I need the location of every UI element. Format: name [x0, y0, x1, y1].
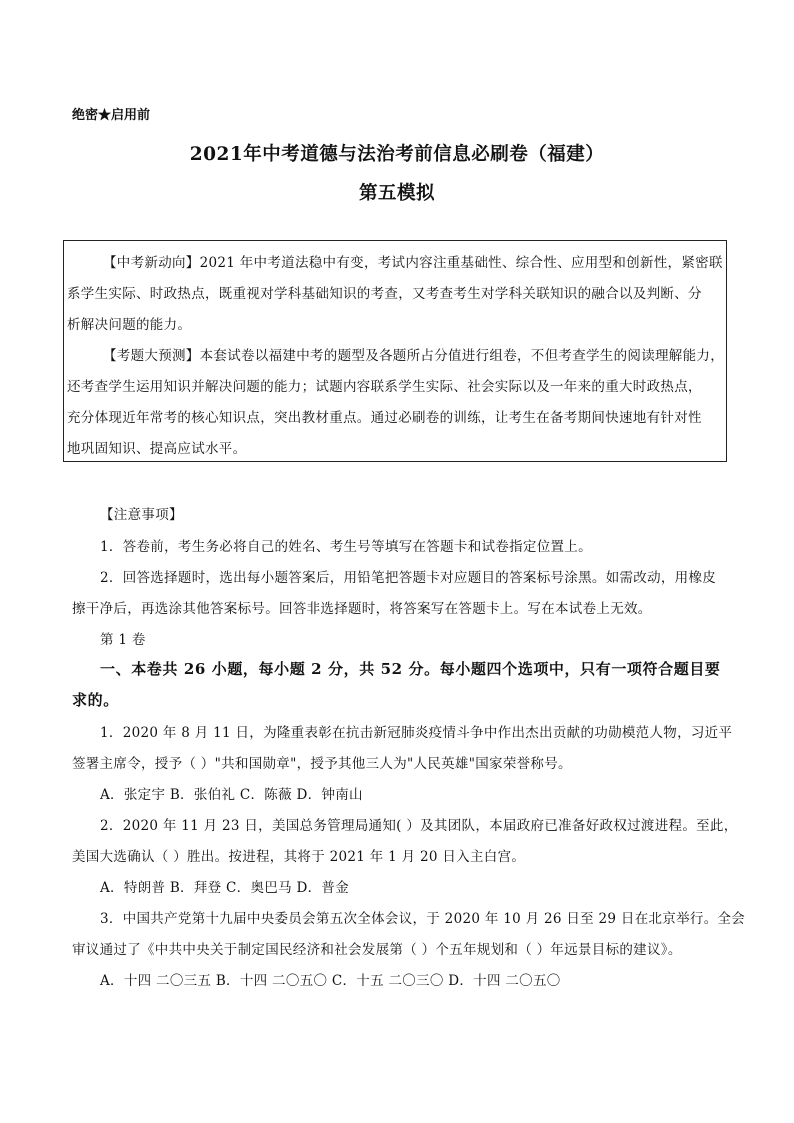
question-3-options: A．十四 二〇三五 B．十四 二〇五〇 C．十五 二〇三〇 D．十四 二〇五〇: [100, 973, 561, 989]
notes-item-1: 1．答卷前，考生务必将自己的姓名、考生号等填写在答题卡和试卷指定位置上。: [100, 539, 592, 555]
intro-line: 【考题大预测】本套试卷以福建中考的题型及各题所占分值进行组卷，不但考查学生的阅读理解能力，: [103, 348, 724, 364]
question-1-options: A．张定宇 B．张伯礼 C．陈薇 D．钟南山: [100, 787, 363, 803]
question-3-line1: 3．中国共产党第十九届中央委员会第五次全体会议，于 2020 年 10 月 26 日至 29 日在北京举行。全会: [100, 911, 746, 927]
intro-line: 还考查学生运用知识并解决问题的能力；试题内容联系学生实际、社会实际以及一年来的重大时政热点，: [67, 379, 702, 395]
notes-item-2-line1: 2．回答选择题时，选出每小题答案后，用铅笔把答题卡对应题目的答案标号涂黑。如需改动，用橡皮: [100, 570, 717, 586]
intro-line: 析解决问题的能力。: [67, 317, 192, 333]
intro-box: [63, 240, 727, 462]
notes-heading: 【注意事项】: [100, 507, 183, 523]
notes-item-2-line2: 擦干净后，再选涂其他答案标号。回答非选择题时，将答案写在答题卡上。写在本试卷上无效。: [72, 601, 652, 617]
intro-line: 【中考新动向】2021 年中考道法稳中有变，考试内容注重基础性、综合性、应用型和创新性，紧密联: [103, 255, 723, 271]
section-heading-line1: 一、本卷共 26 小题，每小题 2 分，共 52 分。每小题四个选项中，只有一项符合题目要: [100, 660, 721, 678]
page-subtitle: 第五模拟: [358, 183, 435, 204]
intro-line: 充分体现近年常考的核心知识点，突出教材重点。通过必刷卷的训练，让考生在备考期间快速地有针对性: [67, 410, 702, 426]
page-title: 2021年中考道德与法治考前信息必刷卷（福建）: [189, 144, 605, 165]
secret-mark: 绝密★启用前: [72, 108, 151, 123]
question-3-line2: 审议通过了《中共中央关于制定国民经济和社会发展第（ ）个五年规划和（ ）年远景目标的建议》。: [72, 942, 682, 958]
intro-line: 系学生实际、时政热点，既重视对学科基础知识的考查，又考查考生对学科关联知识的融合以及判断、分: [67, 286, 702, 302]
question-1-line1: 1．2020 年 8 月 11 日，为隆重表彰在抗击新冠肺炎疫情斗争中作出杰出贡献的功勋模范人物，习近平: [100, 725, 733, 741]
question-2-line2: 美国大选确认（ ）胜出。按进程，其将于 2021 年 1 月 20 日入主白宫。: [72, 849, 526, 865]
question-2-line1: 2．2020 年 11 月 23 日，美国总务管理局通知( ）及其团队，本届政府已准备好政权过渡进程。至此，: [100, 818, 738, 834]
section-heading-line2: 求的。: [72, 691, 119, 709]
question-2-options: A．特朗普 B．拜登 C．奥巴马 D．普金: [100, 880, 349, 896]
question-1-line2: 签署主席令，授予（ ）"共和国勋章"，授予其他三人为"人民英雄"国家荣誉称号。: [72, 756, 572, 772]
volume-label: 第 1 卷: [100, 632, 146, 648]
intro-line: 地巩固知识、提高应试水平。: [67, 441, 247, 457]
